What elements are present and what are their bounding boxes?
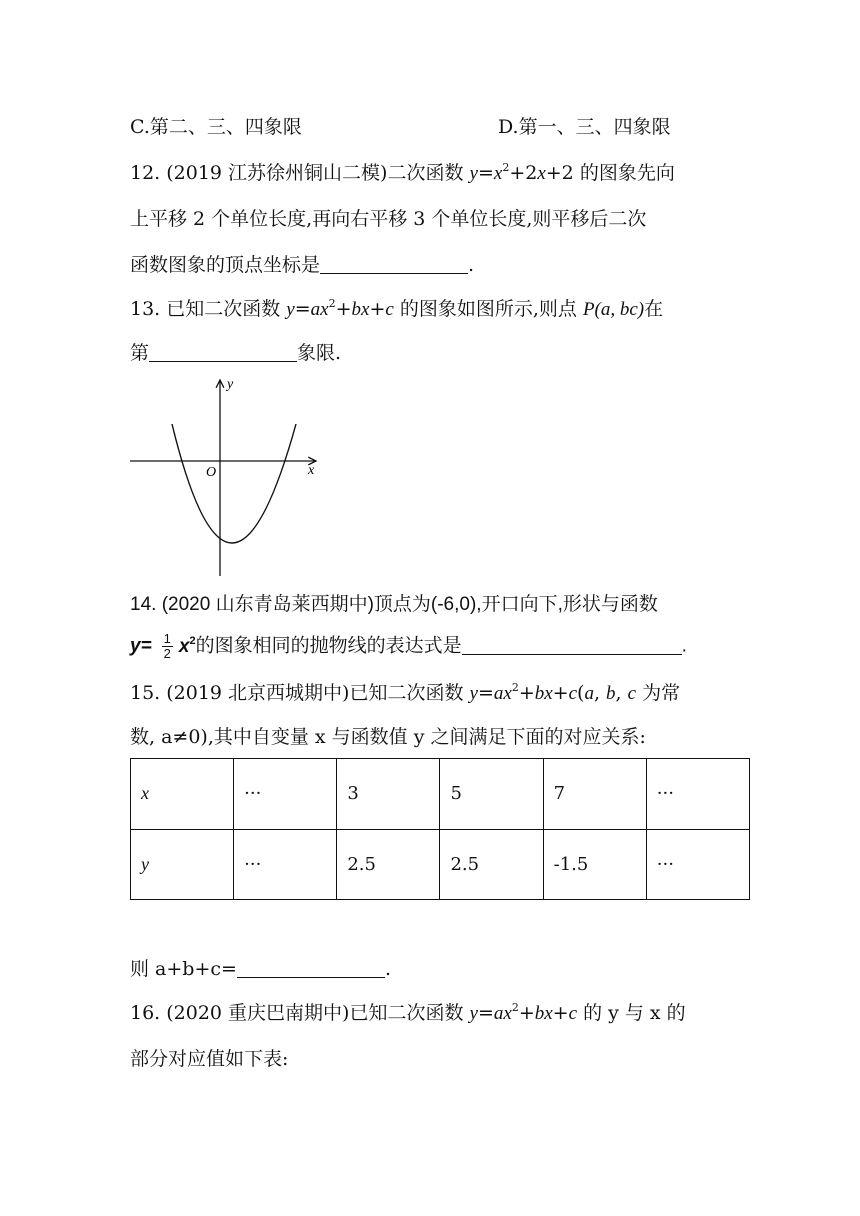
q14-line2: y= $\frac{1}{2}$ $x^2$的图象相同的抛物线的表达式是 . — [130, 631, 687, 661]
table-cell: 2.5 — [337, 829, 440, 900]
q16-line1 — [130, 1000, 686, 1027]
table-cell: y — [131, 829, 234, 900]
table-cell: ··· — [646, 759, 749, 830]
q11-options — [130, 114, 671, 140]
q12-text-end: 的图象先向 — [573, 162, 675, 184]
q12-answer-blank[interactable] — [320, 253, 468, 274]
parabola-graph — [126, 372, 326, 578]
q14-line1: 14. (2020 山东青岛莱西期中)顶点为(-6,0),开口向下,形状与函数 — [130, 594, 658, 615]
q13-text-mid: 的图象如图所示,则点 — [393, 298, 583, 320]
fraction-numerator: 1 — [163, 631, 171, 646]
table-cell: 2.5 — [440, 829, 543, 900]
q14-prompt: 的图象相同的抛物线的表达式是 — [195, 635, 462, 657]
q15-answer-blank[interactable] — [237, 957, 385, 978]
q14-y-equals: y= — [130, 635, 152, 657]
table-row — [131, 759, 750, 830]
value-table — [130, 758, 750, 900]
table-cell: x — [131, 759, 234, 830]
q13-point: P(a, bc) — [582, 299, 645, 320]
table-cell: -1.5 — [543, 829, 646, 900]
origin-label: O — [206, 465, 217, 480]
y-axis-label: y — [227, 377, 234, 392]
q15-line2: 数, a≠0),其中自变量 x 与函数值 y 之间满足下面的对应关系: — [130, 726, 646, 748]
q16-text-end: 的 y 与 x 的 — [577, 1002, 686, 1024]
parabola-curve — [172, 424, 296, 543]
option-c: C.第二、三、四象限 — [130, 116, 302, 138]
q13-line2 — [130, 340, 341, 366]
q16-formula: $y=ax^2+bx+c$ — [469, 1001, 578, 1024]
q12-line1 — [130, 160, 675, 187]
x-axis-label: x — [308, 463, 315, 478]
q13-line1 — [130, 296, 663, 323]
q16-text: 16. (2020 重庆巴南期中)已知二次函数 — [130, 1002, 470, 1024]
q15-text-end: 为常 — [642, 682, 681, 704]
table-cell: ··· — [646, 829, 749, 900]
q16-line2: 部分对应值如下表: — [130, 1048, 289, 1070]
q15-answer-line: 则 a+b+c= . — [130, 958, 391, 980]
table-cell: ··· — [234, 829, 337, 900]
q12-line2: 上平移 2 个单位长度,再向右平移 3 个单位长度,则平移后二次 — [130, 208, 647, 230]
q13-text-end: 在 — [644, 298, 664, 320]
q15-prompt: 则 a+b+c= — [130, 958, 237, 980]
q15-formula: $y=ax^2+bx+c(a$, b, c — [469, 681, 637, 704]
table-row — [131, 829, 750, 900]
table-cell: 3 — [337, 759, 440, 830]
option-d: D.第一、三、四象限 — [498, 116, 671, 138]
q13-text: 13. 已知二次函数 — [130, 298, 287, 320]
fraction-denominator: 2 — [163, 646, 171, 661]
q12-formula: $y=x^2+2x+2$ — [469, 161, 574, 184]
q13-suffix: 象限. — [297, 342, 342, 364]
q13-formula: $y=ax^2+bx+c$ — [286, 297, 394, 320]
q12-line3: 函数图象的顶点坐标是 . — [130, 254, 475, 276]
q15-line1 — [130, 680, 680, 707]
q15-text: 15. (2019 北京西城期中)已知二次函数 — [130, 682, 470, 704]
q13-answer-blank[interactable] — [149, 341, 297, 362]
fraction-one-half — [162, 632, 173, 661]
q13-prompt: 第 — [130, 342, 150, 364]
table-cell: ··· — [234, 759, 337, 830]
q12-prompt: 函数图象的顶点坐标是 — [130, 254, 321, 276]
table-cell: 5 — [440, 759, 543, 830]
q14-answer-blank[interactable] — [462, 634, 682, 655]
table-cell: 7 — [543, 759, 646, 830]
q12-text: 12. (2019 江苏徐州铜山二模)二次函数 — [130, 162, 470, 184]
